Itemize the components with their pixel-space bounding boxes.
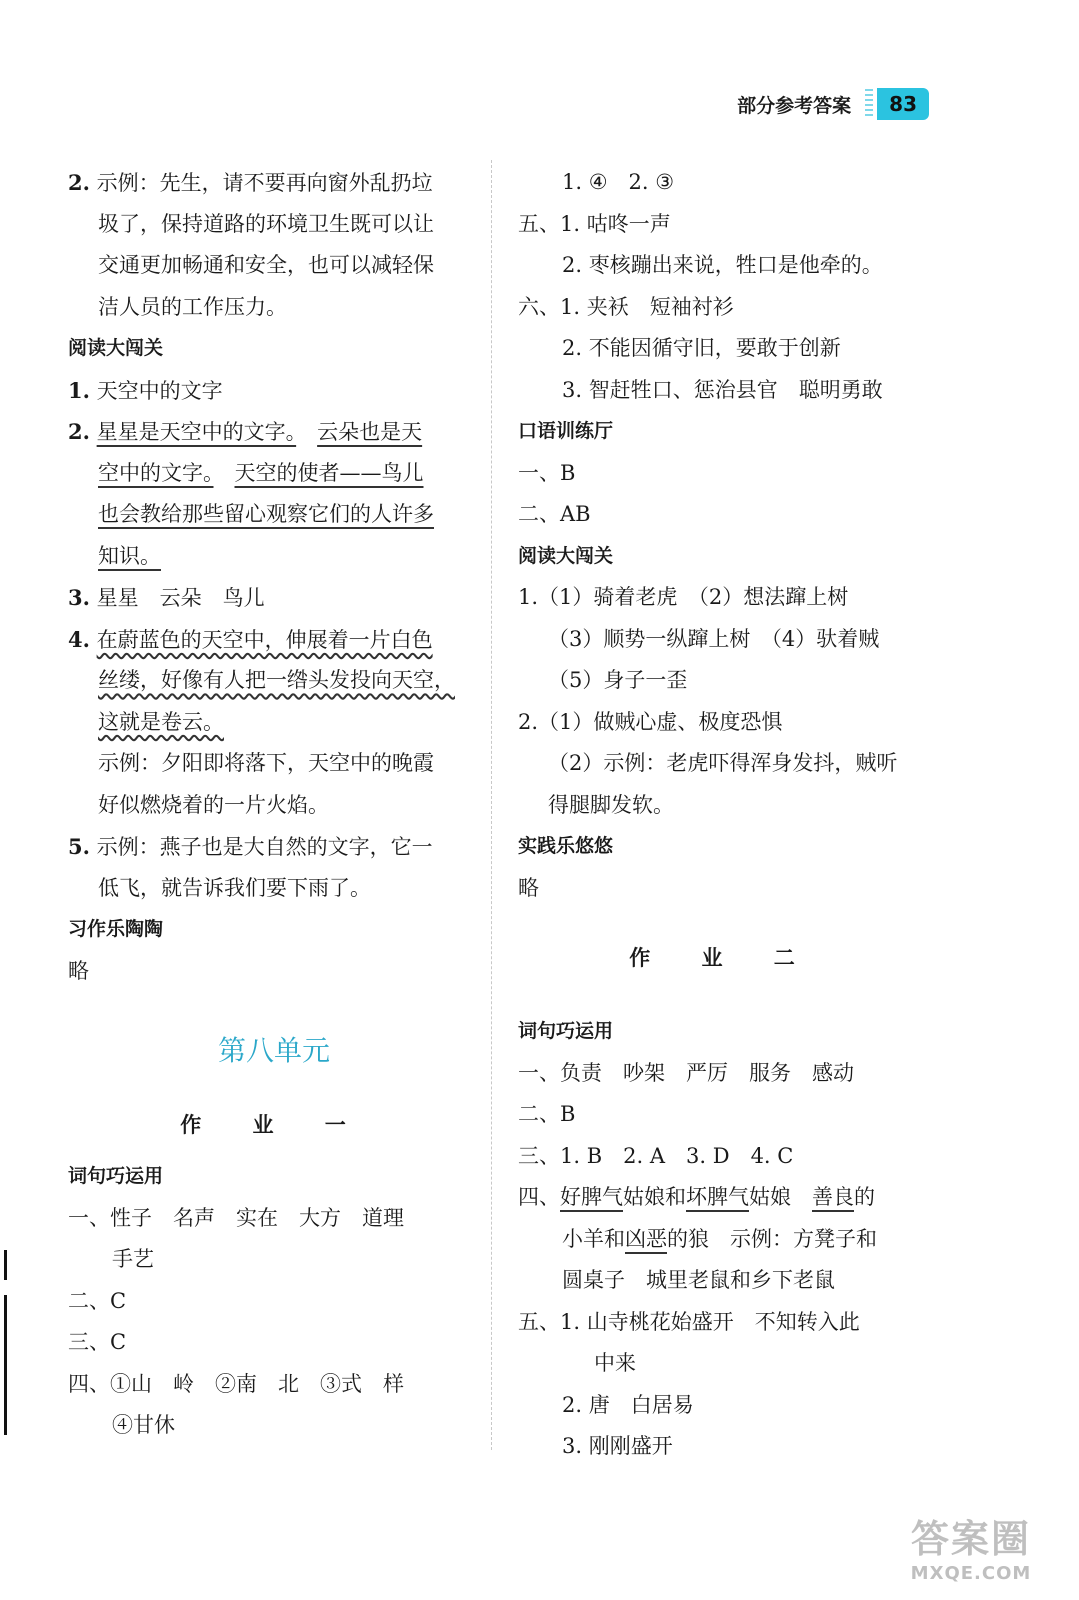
answer-line: 四、①山 岭 ②南 北 ③式 样 <box>68 1371 404 1396</box>
scan-edge-mark <box>4 1250 7 1280</box>
answer-line: 洁人员的工作压力。 <box>98 294 287 319</box>
answer-line: 略 <box>68 958 89 983</box>
answer-line: 1.（1）骑着老虎 （2）想法蹿上树 <box>518 585 849 609</box>
answer-line: 好似燃烧着的一片火焰。 <box>98 792 329 817</box>
answer-line: 3. 刚刚盛开 <box>562 1434 673 1458</box>
answer-line: 示例：夕阳即将落下，天空中的晚霞 <box>98 751 434 775</box>
answer-line: 二、B <box>518 1102 576 1126</box>
answer-line: 也会教给那些留心观察它们的人许多 <box>98 502 434 526</box>
answer-line: 低飞，就告诉我们要下雨了。 <box>98 875 371 900</box>
answer-line: 二、AB <box>518 502 591 526</box>
answer-line: 中来 <box>594 1351 636 1375</box>
answer-line: 小羊和凶恶的狼 示例：方凳子和 <box>562 1226 877 1251</box>
homework-title: 作 业 一 <box>180 1113 368 1137</box>
answer-line: 1. ④ 2. ③ <box>562 170 675 194</box>
answer-line: 知识。 <box>98 543 161 568</box>
answer-line: 丝缕，好像有人把一绺头发投向天空， <box>98 668 455 692</box>
answer-line: 1. 天空中的文字 <box>68 377 223 403</box>
right-column <box>518 162 928 1468</box>
header-decoration <box>865 89 873 119</box>
answer-line: 略 <box>518 875 539 900</box>
answer-line: 圾了，保持道路的环境卫生既可以让 <box>98 211 434 236</box>
answer-line: 圆桌子 城里老鼠和乡下老鼠 <box>562 1268 835 1292</box>
answer-line: （3）顺势一纵蹿上树 （4）驮着贼 <box>548 626 880 651</box>
answer-line: ④甘休 <box>112 1413 175 1437</box>
answer-line: 手艺 <box>112 1247 154 1271</box>
answer-line: 二、C <box>68 1288 127 1313</box>
answer-line: 三、C <box>68 1330 127 1354</box>
homework-title: 作 业 二 <box>629 946 817 970</box>
watermark-logo: 答案圈 <box>910 1517 1031 1561</box>
answer-line: 一、B <box>518 460 576 485</box>
watermark <box>887 1508 1055 1584</box>
answer-line: 3. 星星 云朵 鸟儿 <box>68 585 265 610</box>
column-divider <box>491 160 492 1450</box>
header-label: 部分参考答案 <box>737 94 852 117</box>
answer-line: 2. 唐 白居易 <box>562 1392 694 1417</box>
answer-line: 2. 不能因循守旧，要敢于创新 <box>562 336 841 360</box>
unit-title: 第八单元 <box>217 1034 330 1067</box>
answer-line: （2）示例：老虎吓得浑身发抖，贼听 <box>548 751 898 775</box>
section-heading: 词句巧运用 <box>68 1165 164 1187</box>
answer-line: 4. 在蔚蓝色的天空中，伸展着一片白色 <box>68 626 433 652</box>
watermark-url: MXQE.COM <box>910 1563 1032 1584</box>
page-number: 83 <box>877 88 929 120</box>
answer-line: 2. 星星是天空中的文字。 云朵也是天 <box>68 419 423 444</box>
section-heading: 阅读大闯关 <box>518 544 614 567</box>
answer-line: 交通更加畅通和安全，也可以减轻保 <box>98 253 434 277</box>
answer-line: 2. 示例：先生，请不要再向窗外乱扔垃 <box>68 170 433 195</box>
answer-line: （5）身子一歪 <box>548 668 688 692</box>
answer-line: 这就是卷云。 <box>98 709 224 734</box>
answer-line: 三、1. B 2. A 3. D 4. C <box>518 1143 794 1168</box>
answer-line: 一、负责 吵架 严厉 服务 感动 <box>518 1060 854 1085</box>
section-heading: 阅读大闯关 <box>68 337 164 359</box>
answer-line: 得腿脚发软。 <box>548 792 674 817</box>
answer-line: 2. 枣核蹦出来说，牲口是他牵的。 <box>562 253 883 277</box>
answer-line: 3. 智赶牲口、惩治县官 聪明勇敢 <box>562 377 883 402</box>
spacer <box>518 989 928 1011</box>
answer-line: 六、1. 夹袄 短袖衬衫 <box>518 294 734 319</box>
spacer <box>518 909 928 927</box>
answer-line: 空中的文字。 天空的使者——鸟儿 <box>98 460 424 485</box>
section-heading: 词句巧运用 <box>518 1020 614 1042</box>
scan-edge-mark <box>4 1295 7 1435</box>
answer-line: 五、1. 山寺桃花始盛开 不知转入此 <box>518 1309 860 1334</box>
answer-line: 五、1. 咕咚一声 <box>518 211 671 236</box>
page-header <box>737 88 929 120</box>
answer-line: 一、性子 名声 实在 大方 道理 <box>68 1205 404 1230</box>
answer-line: 2.（1）做贼心虚、极度恐惧 <box>518 709 783 734</box>
section-heading: 习作乐陶陶 <box>68 918 164 940</box>
section-heading: 实践乐悠悠 <box>518 835 614 857</box>
answer-line: 四、好脾气姑娘和坏脾气姑娘 善良的 <box>518 1185 875 1209</box>
answer-line: 5. 示例：燕子也是大自然的文字，它一 <box>68 834 433 859</box>
section-heading: 口语训练厅 <box>518 420 614 442</box>
left-column <box>68 162 480 1447</box>
